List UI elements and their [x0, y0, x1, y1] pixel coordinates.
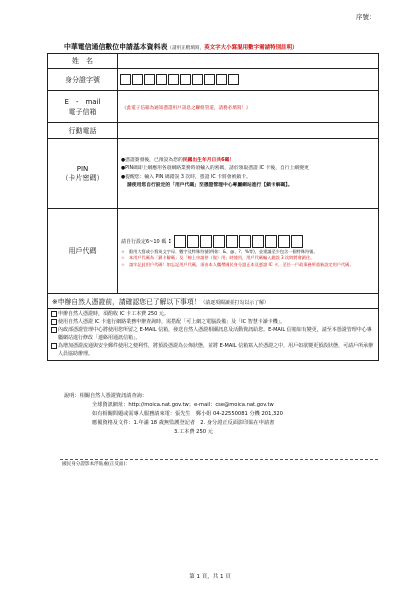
description-contact: 如有相關問題或需專人服務請來電：張先生 郵小姐 04-22550081 分機 201,320 — [92, 411, 283, 417]
description-requirements: 應備資格及文件：1.年滿 18 歲無監護登記者 2. 身分證正反面影印貼在申請書 — [92, 420, 275, 426]
id-field[interactable] — [118, 69, 379, 91]
usercode-char-box[interactable] — [265, 235, 277, 248]
id-label: 身分證字號 — [48, 69, 118, 91]
id-char-box[interactable] — [192, 74, 203, 85]
usercode-note-1: ☆ 限用大寫或小寫英文字母、數字及特殊符號(例如：&、@、?、%等)，並建議至少包含一個特殊符號。 — [121, 248, 318, 254]
divider-line — [60, 459, 378, 460]
terms-list — [48, 309, 379, 361]
pin-info — [118, 139, 379, 209]
usercode-note-3: ☆ 請牢記此用戶代碼！如忘記用戶代碼，須由本人攜帶國民身分證正本及憑證 IC 卡，至任一戶政事務所重新設定用戶代碼。 — [121, 261, 354, 267]
colon-mark: : — [168, 237, 172, 246]
pin-item-2: ●PIN碼即上網應用各項網路業務時須輸入的密碼，請於領取憑證 IC 卡後，自行上網變更 — [121, 166, 309, 171]
pin-label — [48, 139, 118, 209]
usercode-prompt: 請自行設定6~10 碼 — [121, 238, 167, 245]
pin-birthdate-note: 民國出生年月日共6碼！ — [182, 157, 235, 163]
id-copy-caption: 國民身分證影本浮貼處(正反面)： — [62, 462, 130, 467]
email-label-line2: 電子信箱 — [68, 107, 97, 116]
term-item-4: 為增加憑證流通與安全郵件使用之便利性，將預設憑證為公佈狀態，並將 E-MAIL 信箱寫入於憑證之中，用戶如欲變更預設狀態，可請戶所承辦人員協助辦理。 — [51, 342, 375, 358]
term-checkbox-2[interactable] — [51, 319, 57, 325]
description-block — [64, 392, 384, 437]
usercode-char-box[interactable] — [278, 235, 290, 248]
id-char-box[interactable] — [168, 74, 179, 85]
pin-label-line2: （卡片密碼） — [61, 173, 104, 182]
email-field[interactable] — [118, 91, 379, 123]
id-char-box[interactable] — [180, 74, 191, 85]
usercode-char-box[interactable] — [213, 235, 225, 248]
phone-label: 行動電話 — [48, 123, 118, 139]
pin-label-line1: PIN — [76, 164, 89, 173]
id-char-box[interactable] — [216, 74, 227, 85]
pin-item-1: ●憑證簽發後，已預設為您的民國出生年月日共6碼！ — [121, 157, 235, 163]
page-footer: 第 1 頁，共 1 頁 — [189, 574, 231, 580]
confirm-text: ※申辦自然人憑證前，請確認您已了解以下事項！ — [52, 298, 201, 306]
name-field[interactable] — [118, 54, 379, 69]
usercode-char-box[interactable] — [239, 235, 251, 248]
title-main: 中華電信通信數位申請基本資料表 — [64, 43, 168, 51]
confirm-row — [48, 294, 379, 309]
form-title — [64, 41, 384, 51]
usercode-field — [118, 209, 379, 294]
usercode-char-box[interactable] — [187, 235, 199, 248]
description-fee: 3.工本費 250 元 — [174, 429, 213, 435]
title-note: （請用正楷填寫， — [167, 46, 205, 51]
description-website: 全球資訊網址：http://moica.nat.gov.tw；e-mail：cse@moica.nat.gov.tw — [92, 402, 274, 408]
term-checkbox-3[interactable] — [51, 327, 57, 333]
usercode-char-box[interactable] — [226, 235, 238, 248]
confirm-small: （請逐項閱讀並打勾以示了解） — [200, 300, 269, 306]
id-char-box[interactable] — [144, 74, 155, 85]
usercode-box-group[interactable] — [173, 235, 303, 248]
email-note: 《此電子信箱為通知憑證用戶訊息之聯絡管道，請務必填寫！》 — [122, 106, 251, 111]
term-item-2: 使用自然人憑證 IC 卡進行網路業務申辦查詢時，需搭配「可上網之電腦設備」及「IC 智慧卡讀卡機」。 — [51, 318, 375, 326]
usercode-note-2: ☆ 本用戶代碼為「鎖卡解碼」及「線上申請停（復）用」時使用，用戶代碼輸入錯誤 3 次時將會鎖住。 — [121, 255, 315, 261]
usercode-char-box[interactable] — [252, 235, 264, 248]
id-char-box[interactable] — [228, 74, 239, 85]
id-char-box[interactable] — [132, 74, 143, 85]
application-form-table — [47, 53, 379, 361]
serial-number: 序號： — [356, 13, 376, 21]
id-char-box[interactable] — [204, 74, 215, 85]
title-red-note: 英文字大小寫混用數字需請特別註明） — [204, 45, 298, 51]
phone-field[interactable] — [118, 123, 379, 139]
term-item-3: 內政部憑證管理中心將使用您所留之 E-MAIL 信箱，發送自然人憑證相關訊息及活動資訊給您。E-MAIL 信箱如有變更，請至本憑證管理中心專屬網站進行修改「連絡用通訊信箱」。 — [51, 326, 375, 342]
usercode-char-box[interactable] — [174, 235, 186, 248]
pin-item-3: ●提醒您：輸入 PIN 碼錯誤 3 次時，憑證 IC 卡將會被鎖卡。 — [121, 174, 251, 180]
email-label — [48, 91, 118, 123]
id-box-group[interactable] — [118, 74, 378, 85]
usercode-label: 用戶代碼 — [48, 209, 118, 294]
usercode-char-box[interactable] — [200, 235, 212, 248]
pin-item-4: 請使用您自行設定的「用戶代碼」至憑證管理中心專屬網站進行【鎖卡解碼】。 — [127, 183, 293, 188]
usercode-char-box[interactable] — [291, 235, 303, 248]
description-title: 說明：相關自然人憑證資訊請查詢： — [64, 393, 148, 399]
email-label-line1: E - mail — [64, 97, 101, 106]
id-char-box[interactable] — [156, 74, 167, 85]
term-item-1: 申辦自然人憑證時，須酌收 IC 卡工本費 250 元。 — [51, 310, 375, 318]
term-checkbox-4[interactable] — [51, 343, 57, 349]
name-label: 姓 名 — [48, 54, 118, 69]
term-checkbox-1[interactable] — [51, 311, 57, 317]
id-char-box[interactable] — [120, 74, 131, 85]
